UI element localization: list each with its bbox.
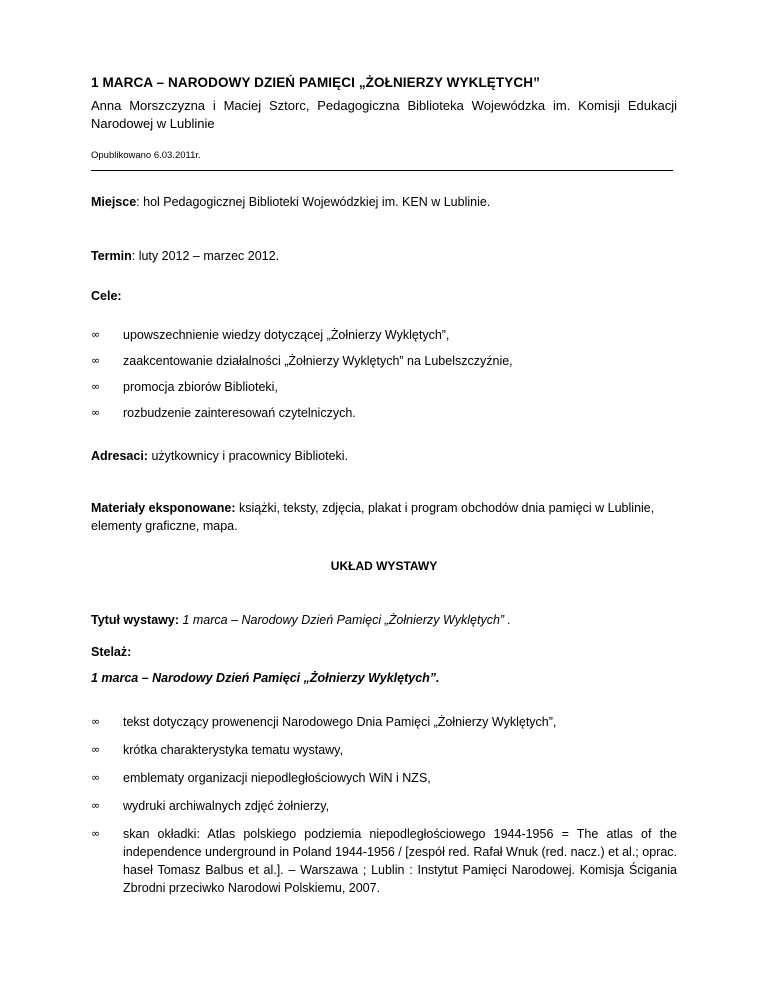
bullet-icon: ∞ bbox=[91, 827, 101, 840]
section-heading: UKŁAD WYSTAWY bbox=[330, 559, 438, 573]
bullet-icon: ∞ bbox=[91, 354, 101, 367]
list-item-text: promocja zbiorów Biblioteki, bbox=[123, 380, 278, 394]
miejsce-label: Miejsce bbox=[91, 195, 137, 209]
tytul-paragraph bbox=[91, 611, 511, 629]
bullet-icon: ∞ bbox=[91, 328, 101, 341]
termin-text: : luty 2012 – marzec 2012. bbox=[131, 249, 280, 263]
list-item-text: wydruki archiwalnych zdjęć żołnierzy, bbox=[123, 799, 330, 813]
adresaci-label: Adresaci: bbox=[91, 449, 148, 463]
list-item-text: rozbudzenie zainteresowań czytelniczych. bbox=[123, 406, 356, 420]
materialy-line2: elementy graficzne, mapa. bbox=[91, 519, 238, 533]
bullet-icon: ∞ bbox=[91, 715, 101, 728]
miejsce-text: : hol Pedagogicznej Biblioteki Wojewódzkiej im. KEN w Lublinie. bbox=[136, 195, 491, 209]
cele-heading bbox=[91, 287, 122, 305]
stelaz-subtitle: 1 marca – Narodowy Dzień Pamięci „Żołnierzy Wyklętych”. bbox=[91, 671, 440, 685]
bullet-icon: ∞ bbox=[91, 799, 101, 812]
publication-date: Opublikowano 6.03.2011r. bbox=[91, 150, 201, 161]
stelaz-heading bbox=[91, 643, 131, 661]
stelaz-label: Stelaż: bbox=[91, 645, 132, 659]
tytul-text: 1 marca – Narodowy Dzień Pamięci „Żołnierzy Wyklętych” . bbox=[178, 613, 512, 627]
materialy-paragraph bbox=[91, 499, 654, 517]
list-item-text: emblematy organizacji niepodległościowych WiN i NZS, bbox=[123, 771, 431, 785]
document-title: 1 MARCA – NARODOWY DZIEŃ PAMIĘCI „ŻOŁNIERZY WYKLĘTYCH” bbox=[91, 75, 540, 90]
list-item-text: skan okładki: Atlas polskiego podziemia niepodległościowego 1944-1956 = The atlas of the independence underground in Poland 1944-1956 / [zespół red. Rafał Wnuk (red. nacz.) et al.; oprac. haseł Tomasz Balbus et al.]. – Warszawa ; Lublin : Instytut Pamięci Narodowej. Komisja Ścigania Zbrodni przeciwko Narodowi Polskiemu, 2007. bbox=[123, 827, 677, 895]
list-item-text: zaakcentowanie działalności „Żołnierzy Wyklętych” na Lubelszczyźnie, bbox=[123, 354, 513, 368]
cele-label: Cele: bbox=[91, 289, 122, 303]
termin-paragraph bbox=[91, 247, 279, 265]
materialy-label: Materiały eksponowane: bbox=[91, 501, 236, 515]
adresaci-paragraph bbox=[91, 447, 348, 465]
materialy-text: książki, teksty, zdjęcia, plakat i program obchodów dnia pamięci w Lublinie, bbox=[235, 501, 655, 515]
document-authors: Anna Morszczyzna i Maciej Sztorc, Pedagogiczna Biblioteka Wojewódzka im. Komisji Edukacji Narodowej w Lublinie bbox=[91, 98, 677, 131]
list-item-text: tekst dotyczący prowenencji Narodowego Dnia Pamięci „Żołnierzy Wyklętych”, bbox=[123, 715, 557, 729]
bullet-icon: ∞ bbox=[91, 771, 101, 784]
tytul-label: Tytuł wystawy: bbox=[91, 613, 179, 627]
bullet-icon: ∞ bbox=[91, 743, 101, 756]
bullet-icon: ∞ bbox=[91, 406, 101, 419]
horizontal-divider bbox=[91, 170, 673, 171]
adresaci-text: użytkownicy i pracownicy Biblioteki. bbox=[147, 449, 349, 463]
list-item-text: krótka charakterystyka tematu wystawy, bbox=[123, 743, 343, 757]
list-item-text: upowszechnienie wiedzy dotyczącej „Żołnierzy Wyklętych”, bbox=[123, 328, 450, 342]
termin-label: Termin bbox=[91, 249, 132, 263]
bullet-icon: ∞ bbox=[91, 380, 101, 393]
miejsce-paragraph bbox=[91, 193, 490, 211]
